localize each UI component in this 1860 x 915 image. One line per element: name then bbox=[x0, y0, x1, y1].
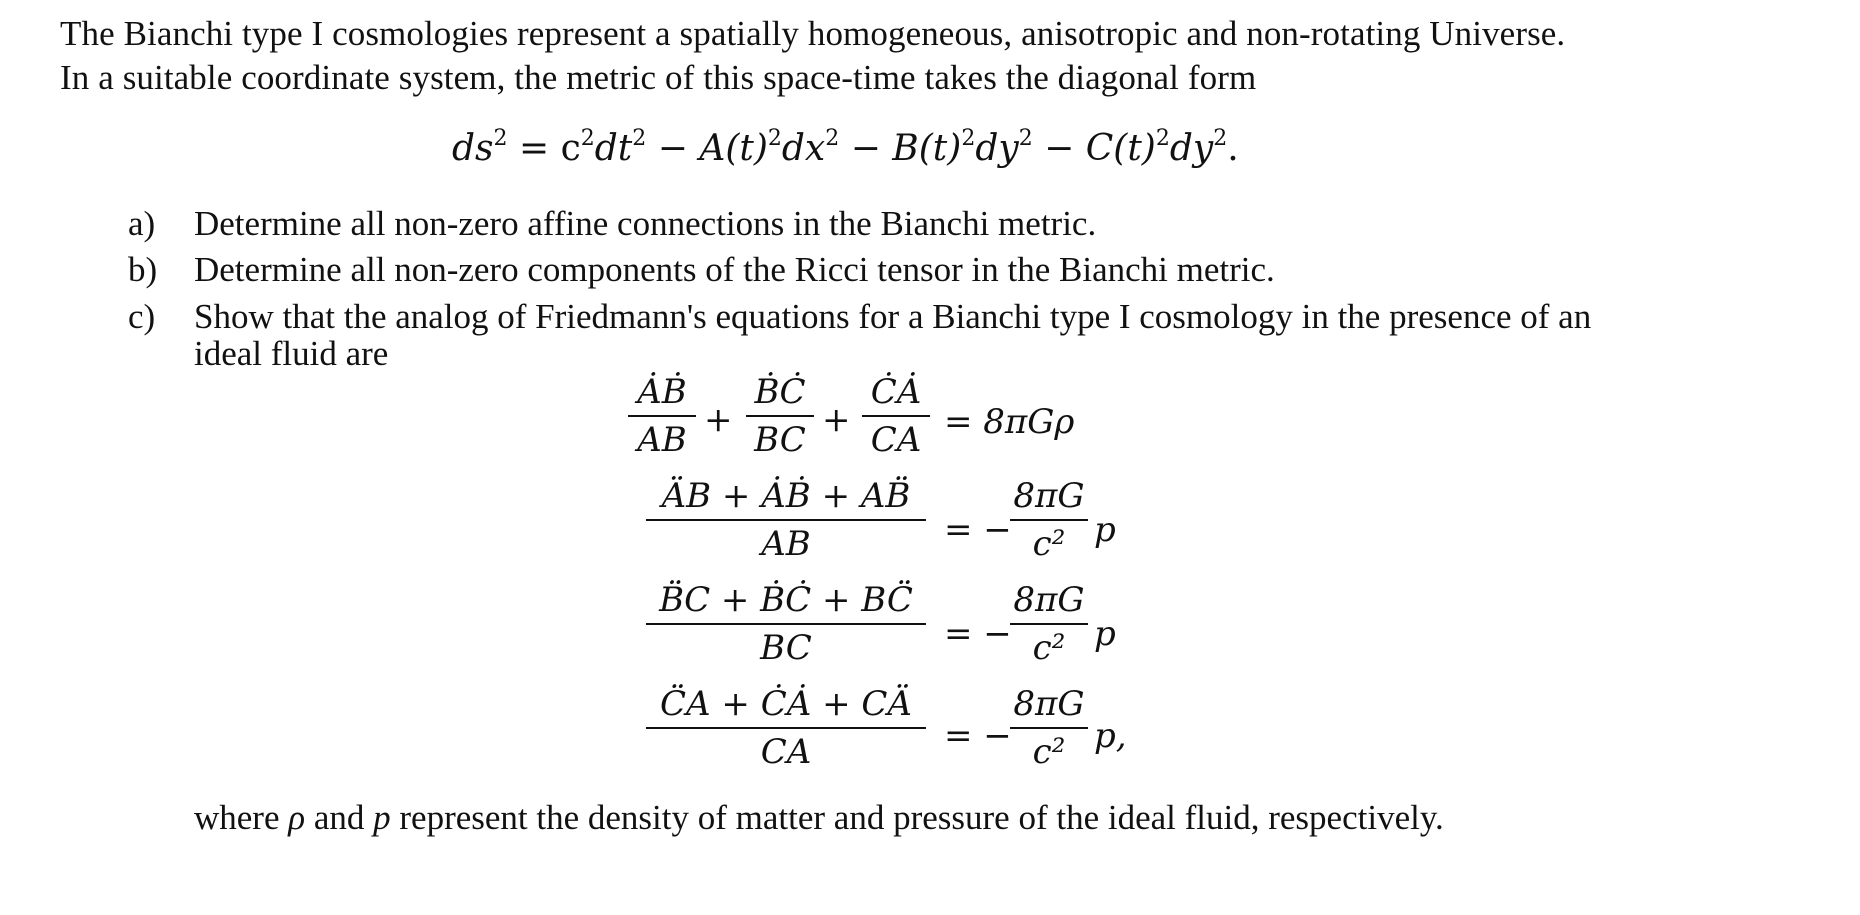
item-marker-a: a) bbox=[128, 204, 156, 243]
eq3-equals: = − bbox=[944, 614, 1012, 654]
eq4-rhs-frac: 8πG c² bbox=[1010, 684, 1088, 772]
eq4-rhs-var: p, bbox=[1094, 716, 1127, 756]
intro-line-1: The Bianchi type I cosmologies represent a spatially homogeneous, anisotropic and non-rotating Universe. bbox=[60, 14, 1566, 53]
eq4-lhs-frac: C̈A + ĊȦ + CÄ CA bbox=[646, 684, 926, 772]
item-text-c-cont: ideal fluid are bbox=[194, 334, 389, 373]
eq1-plus-1: + bbox=[704, 400, 733, 440]
eq2-rhs-var: p bbox=[1094, 510, 1116, 550]
item-marker-c: c) bbox=[128, 297, 156, 336]
eq3-rhs-var: p bbox=[1094, 614, 1116, 654]
eq1-frac-3: ĊȦ CA bbox=[862, 372, 930, 460]
item-text-b: Determine all non-zero components of the Ricci tensor in the Bianchi metric. bbox=[194, 250, 1275, 289]
metric-equation: $ds^2 = c^2dt^2 - A(t)^2dx^2 - B(t)^2dy^2 - C(t)^2dy^2$. bbox=[452, 126, 1239, 169]
item-text-a: Determine all non-zero affine connections in the Bianchi metric. bbox=[194, 204, 1097, 243]
eq3-lhs-frac: B̈C + ḂĊ + BC̈ BC bbox=[646, 580, 926, 668]
item-marker-b: b) bbox=[128, 250, 158, 289]
eq2-rhs-frac: 8πG c² bbox=[1010, 476, 1088, 564]
eq1-frac-2: ḂĊ BC bbox=[746, 372, 814, 460]
item-text-c: Show that the analog of Friedmann's equations for a Bianchi type I cosmology in the presence of an bbox=[194, 297, 1592, 336]
eq2-equals: = − bbox=[944, 510, 1012, 550]
eq1-rhs: = 8πGρ bbox=[944, 402, 1075, 442]
closing-sentence: where ρ and p represent the density of matter and pressure of the ideal fluid, respectively. bbox=[194, 798, 1444, 837]
eq2-lhs-frac: ÄB + ȦḂ + AB̈ AB bbox=[646, 476, 926, 564]
eq1-plus-2: + bbox=[822, 400, 851, 440]
eq1-frac-1: ȦḂ AB bbox=[628, 372, 696, 460]
intro-line-2: In a suitable coordinate system, the metric of this space-time takes the diagonal form bbox=[60, 58, 1257, 97]
eq3-rhs-frac: 8πG c² bbox=[1010, 580, 1088, 668]
eq4-equals: = − bbox=[944, 716, 1012, 756]
